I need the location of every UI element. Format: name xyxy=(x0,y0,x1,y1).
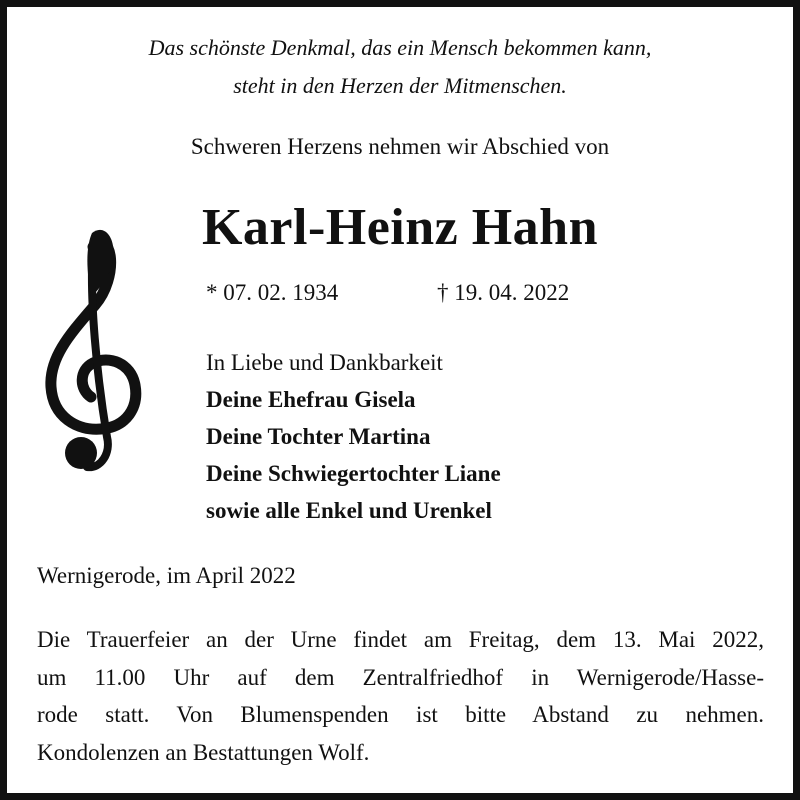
intro-text: Schweren Herzens nehmen wir Abschied von xyxy=(190,134,610,159)
place-and-date: Wernigerode, im April 2022 xyxy=(37,563,296,588)
family-member: Deine Tochter Martina xyxy=(206,424,431,449)
funeral-info-line: Die Trauerfeier an der Urne findet am Freitag, dem 13. Mai 2022, xyxy=(37,627,764,652)
funeral-info-line: um 11.00 Uhr auf dem Zentralfriedhof in Wernigerode/Hasse- xyxy=(37,664,764,690)
deceased-name: Karl-Heinz Hahn xyxy=(201,199,599,256)
funeral-info xyxy=(37,621,764,771)
quote-line-2: steht in den Herzen der Mitmenschen. xyxy=(233,73,567,98)
family-opening: In Liebe und Dankbarkeit xyxy=(206,350,443,375)
funeral-info-line: Kondolenzen an Bestattungen Wolf. xyxy=(37,739,370,765)
family-member: Deine Ehefrau Gisela xyxy=(206,387,416,412)
death-date: † 19. 04. 2022 xyxy=(437,280,570,305)
funeral-info-line: rode statt. Von Blumenspenden ist bitte Abstand zu nehmen. xyxy=(37,702,764,727)
treble-clef-icon xyxy=(35,217,153,477)
family-member: sowie alle Enkel und Urenkel xyxy=(206,498,492,523)
quote-line-1: Das schönste Denkmal, das ein Mensch bekommen kann, xyxy=(148,35,652,60)
birth-date: * 07. 02. 1934 xyxy=(206,280,339,305)
family-member: Deine Schwiegertochter Liane xyxy=(206,461,501,486)
